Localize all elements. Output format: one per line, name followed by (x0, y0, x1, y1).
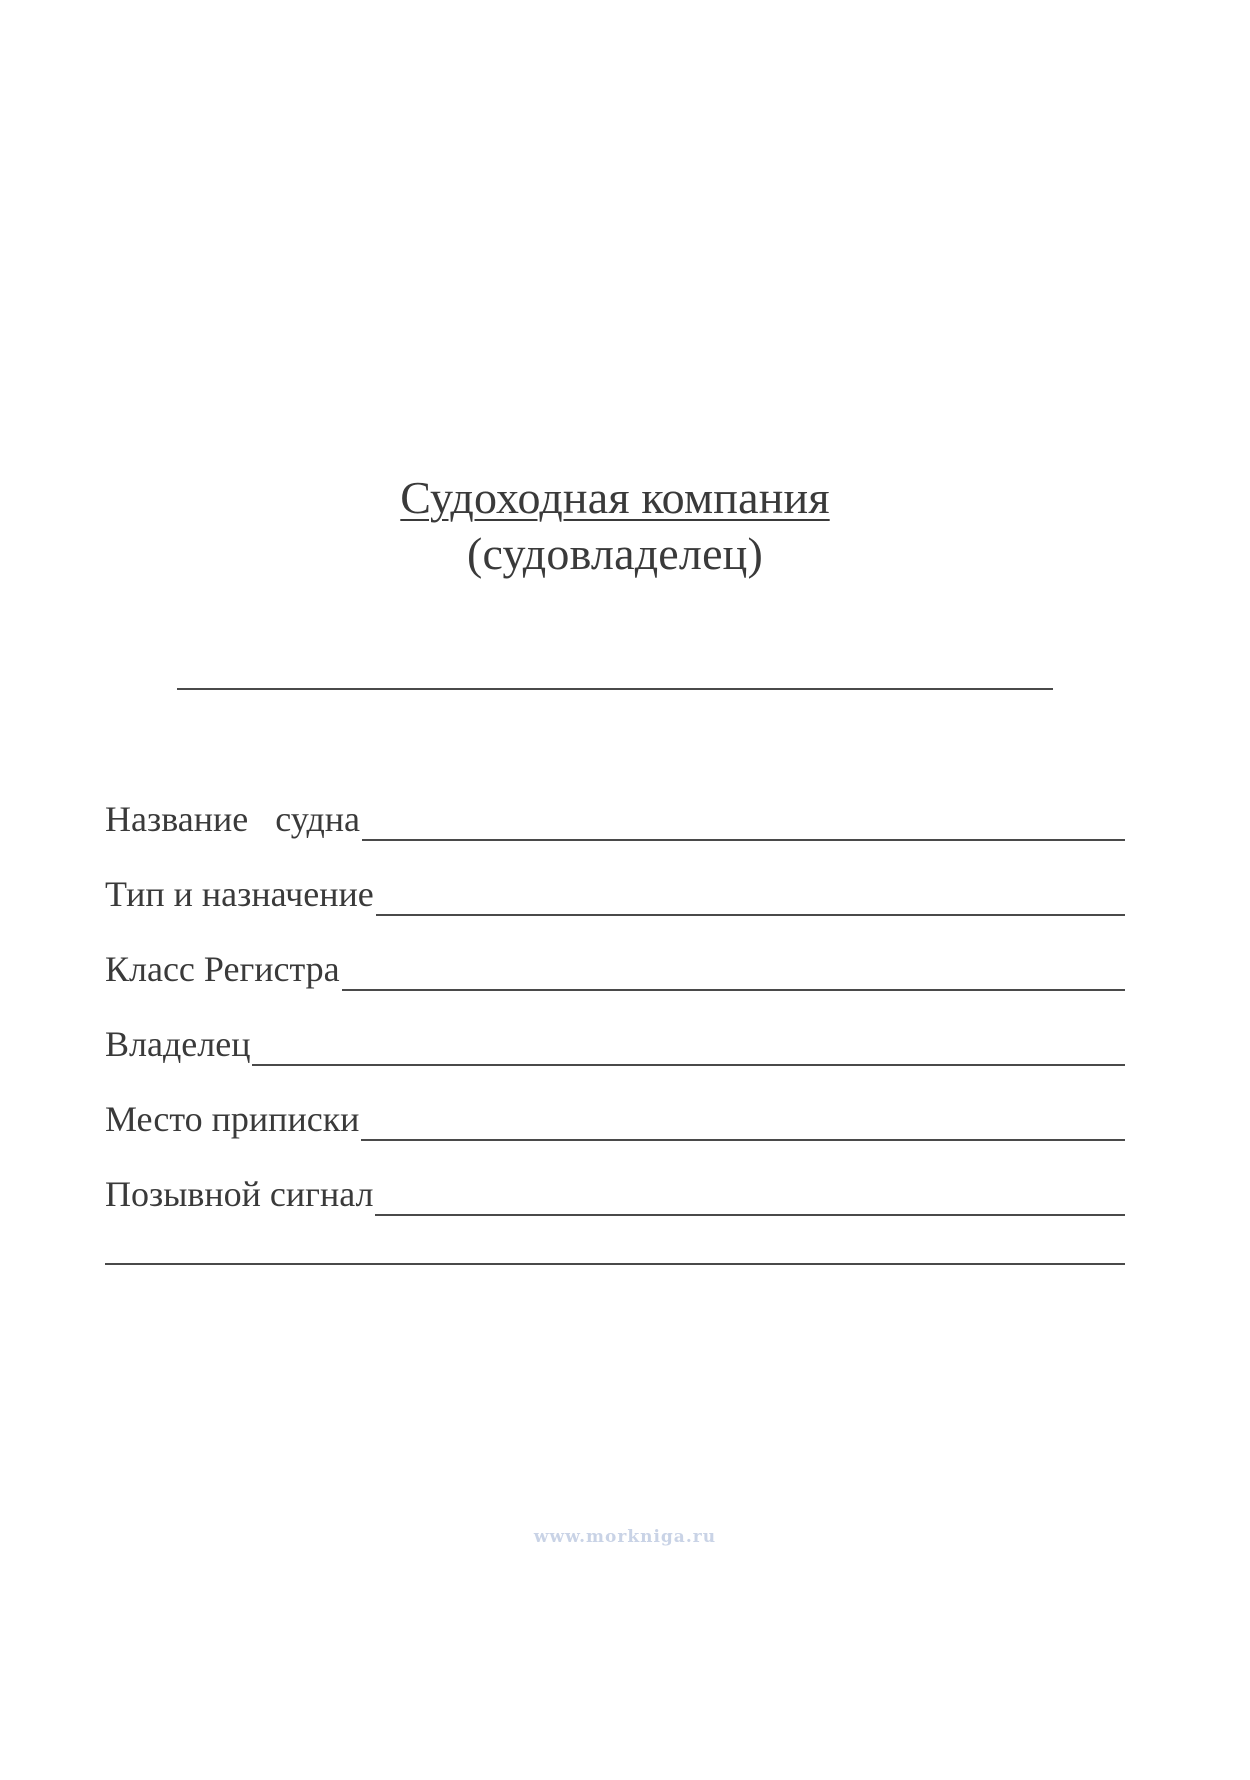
fill-in-line (362, 839, 1125, 841)
field-vessel-name (105, 768, 1125, 843)
fill-in-line (252, 1064, 1125, 1066)
field-label: Место приписки (105, 1099, 360, 1139)
field-label: Название судна (105, 799, 361, 839)
document-title (0, 470, 1230, 582)
field-label: Класс Регистра (105, 949, 340, 989)
title-company (0, 470, 1230, 526)
fill-in-line (375, 1214, 1125, 1216)
field-type-purpose (105, 843, 1125, 918)
watermark: www.morkniga.ru (533, 1527, 717, 1547)
field-call-sign (105, 1143, 1125, 1218)
field-port-of-registry (105, 1068, 1125, 1143)
form-fields (105, 768, 1125, 1218)
field-owner (105, 993, 1125, 1068)
field-label: Тип и назначение (105, 874, 374, 914)
field-label: Позывной сигнал (105, 1174, 374, 1214)
company-name-line (177, 688, 1053, 690)
title-owner: (судовладелец) (466, 528, 764, 579)
field-label: Владелец (105, 1024, 251, 1064)
field-register-class (105, 918, 1125, 993)
extra-blank-line (105, 1263, 1125, 1265)
fill-in-line (342, 989, 1125, 991)
fill-in-line (361, 1139, 1125, 1141)
fill-in-line (376, 914, 1125, 916)
title-company-text: Судоходная компания (400, 472, 830, 523)
